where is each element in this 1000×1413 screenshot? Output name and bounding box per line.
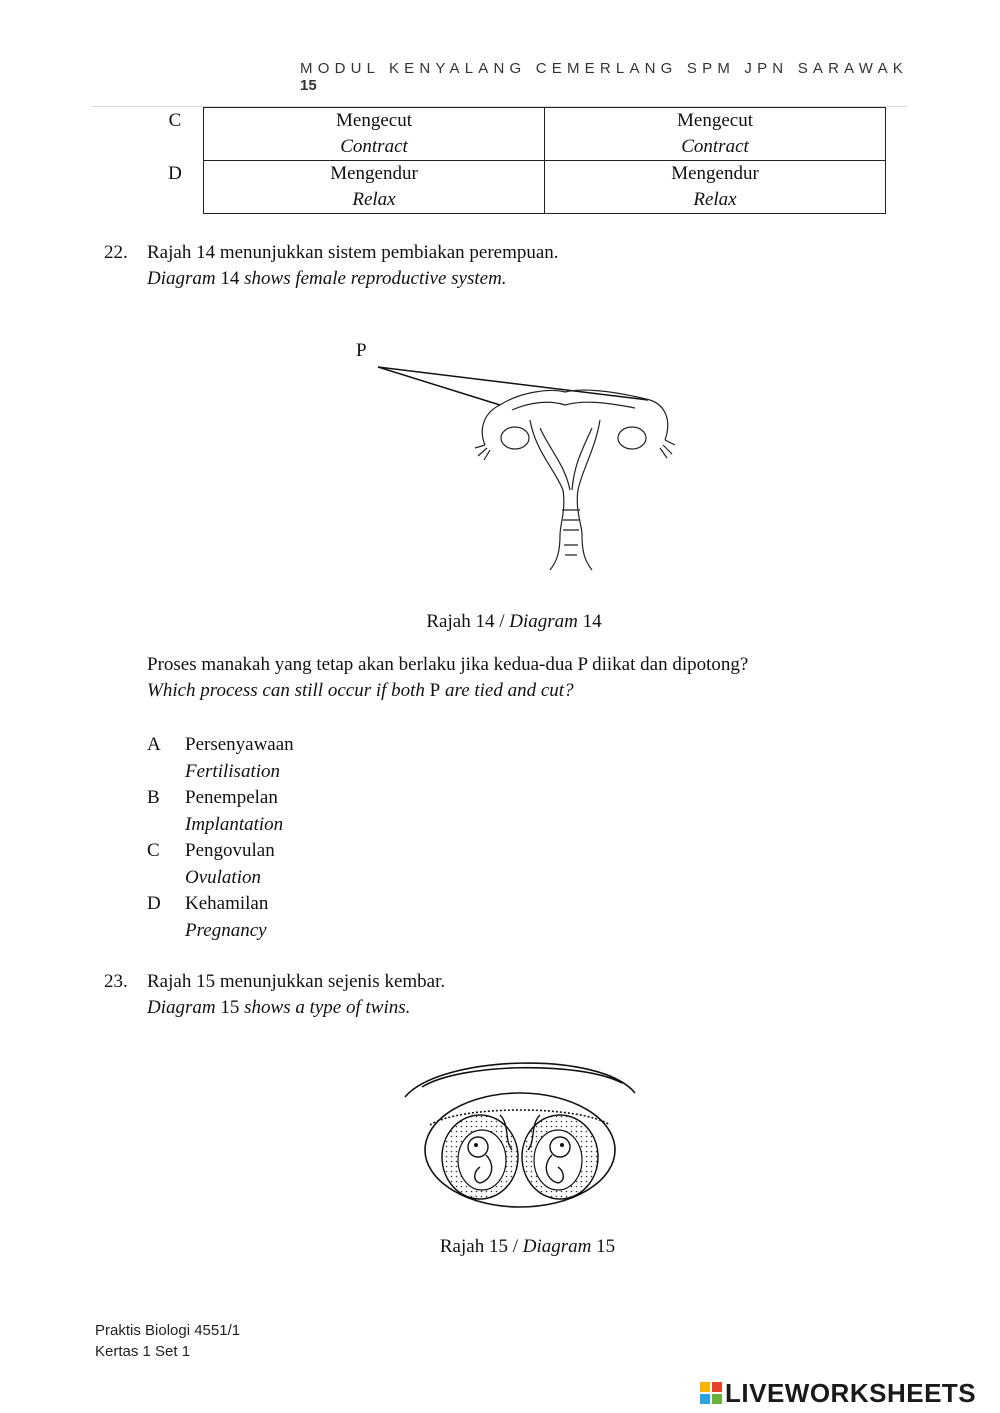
question-22-prompt-ms: Proses manakah yang tetap akan berlaku jika kedua-dua P diikat dan dipotong? <box>147 654 749 675</box>
list-item[interactable] <box>147 785 294 838</box>
text-en-rest: shows a type of twins. <box>244 997 411 1018</box>
question-23-stem <box>147 969 445 1021</box>
cell-text-ms: Mengendur <box>671 163 759 184</box>
question-22-stem <box>147 240 559 292</box>
option-ms: Penempelan <box>185 787 278 808</box>
text-en-lead: Diagram <box>147 997 216 1018</box>
text-en-lead: Diagram <box>147 268 216 289</box>
table-cell <box>545 161 886 214</box>
brand-name: LIVEWORKSHEETS <box>725 1378 977 1408</box>
page-header <box>300 60 910 94</box>
diagram-14-caption <box>414 611 614 633</box>
option-ms: Pengovulan <box>185 840 275 861</box>
option-letter: D <box>147 893 161 914</box>
caption-ms: Rajah 15 / <box>439 1236 518 1257</box>
liveworksheets-logo <box>700 1378 976 1409</box>
option-en: Ovulation <box>185 866 261 888</box>
option-ms: Persenyawaan <box>185 734 294 755</box>
option-ms: Kehamilan <box>185 893 269 914</box>
prompt-en-b: are tied and cut? <box>445 680 574 701</box>
caption-en: Diagram <box>509 611 578 632</box>
liveworksheets-icon <box>700 1382 722 1404</box>
option-text <box>185 785 283 838</box>
option-text <box>185 838 275 891</box>
option-text <box>185 891 268 944</box>
cell-text-ms: Mengecut <box>677 110 753 131</box>
question-23-text-ms: Rajah 15 menunjukkan sejenis kembar. <box>147 971 446 992</box>
question-22-prompt-en <box>147 678 748 704</box>
option-letter: D <box>168 162 182 184</box>
table-cell <box>204 108 545 161</box>
table-cell <box>204 161 545 214</box>
caption-num: 15 <box>596 1236 616 1257</box>
option-letter: B <box>147 787 160 808</box>
text-en-num: 15 <box>220 997 240 1018</box>
diagram-label-p: P <box>356 340 367 361</box>
table-row <box>147 161 886 214</box>
question-22-text-ms: Rajah 14 menunjukkan sistem pembiakan perempuan. <box>147 242 559 263</box>
prompt-en-p: P <box>429 680 441 701</box>
text-en-num: 14 <box>220 268 240 289</box>
table-row <box>147 108 886 161</box>
footer-line-1: Praktis Biologi 4551/1 <box>95 1322 241 1339</box>
diagram-15-caption <box>425 1236 630 1258</box>
option-en: Implantation <box>185 813 284 835</box>
option-en: Fertilisation <box>185 760 280 782</box>
caption-num: 14 <box>582 611 602 632</box>
question-22-text-en <box>147 266 559 292</box>
option-en: Pregnancy <box>185 919 267 941</box>
cell-text-en: Relax <box>352 189 396 210</box>
cell-text-ms: Mengendur <box>330 163 418 184</box>
option-text <box>185 732 294 785</box>
list-item[interactable] <box>147 732 294 785</box>
option-letter: A <box>147 734 161 755</box>
text-en-rest: shows female reproductive system. <box>244 268 507 289</box>
prompt-en-a: Which process can still occur if both <box>147 680 425 701</box>
header-title: MODUL KENYALANG CEMERLANG SPM JPN SARAWAK <box>300 60 908 77</box>
answer-table <box>147 107 886 214</box>
option-letter: C <box>168 109 182 131</box>
list-item[interactable] <box>147 838 294 891</box>
cell-text-en: Contract <box>340 136 408 157</box>
cell-text-ms: Mengecut <box>336 110 412 131</box>
caption-ms: Rajah 14 / <box>426 611 505 632</box>
list-item[interactable] <box>147 891 294 944</box>
question-22-prompt <box>147 652 748 704</box>
question-22-options <box>147 732 294 944</box>
cell-text-en: Relax <box>693 189 737 210</box>
cell-text-en: Contract <box>681 136 749 157</box>
female-reproductive-system-diagram <box>360 350 700 580</box>
option-letter: C <box>147 840 160 861</box>
question-23-text-en <box>147 995 445 1021</box>
table-cell <box>545 108 886 161</box>
question-number-22: 22. <box>104 242 128 263</box>
footer-line-2: Kertas 1 Set 1 <box>95 1343 191 1360</box>
caption-en: Diagram <box>522 1236 592 1257</box>
page-number: 15 <box>300 77 317 94</box>
page-footer <box>95 1320 240 1362</box>
twins-diagram <box>400 1045 640 1210</box>
question-number-23: 23. <box>104 971 128 992</box>
